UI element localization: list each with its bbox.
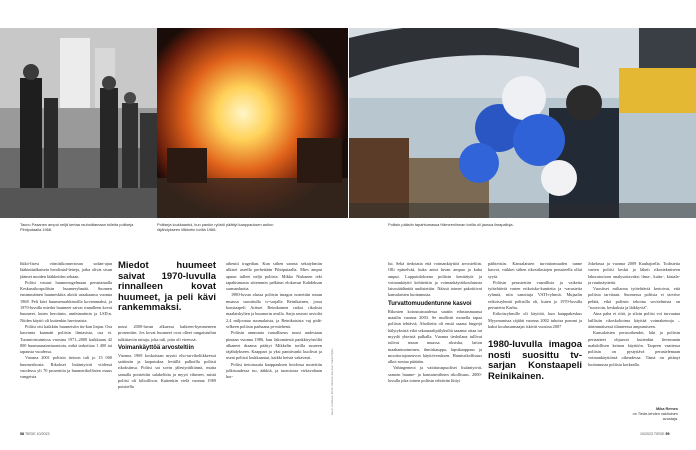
author-name: Mika Remes — [656, 407, 678, 411]
paragraph: Kansalaisten perusoikeudet, laki ja poliisin periaatteet ohjaavat kuitenkin lievimmän mahdollisen keinon käyttöön. Tarpeen vaatiessa poliisin on pystyttävä perustelemaan voimankäyttönsä oikeudessa. Tämä on pitänyt luottamusta poliisia korkealla. — [588, 330, 680, 367]
paragraph: Poliisi vastasi huumeongelmaan perustamalla Keskusrikospoliisin huumeryhmää. Suomen ensimmäinen huumeskitta aloitti uraakaansa vuonna 1968. Pelt kävi huumemarkkinoilla kovemmaksi, ja 1970-luvulla miedot huumeet saivat rinnalleen kovat huumeet, kuten heroiinin, amfetamiinin ja LSD:n. Niiden käyttö oli kuitenkin harvinaista. — [20, 279, 112, 323]
paragraph: likkö-lisesi viimittikonsertosan sodan-ajan lääkintäalkuiseta herolintaf-letteja, jotka olivat sisun jäänset muiden lääkkeiden sekaan. — [20, 261, 112, 279]
photo-pihtipudas — [0, 28, 157, 218]
pull-quote-2: 1980-luvulla imagoa nosti suosittu tv-sarjan Konstaapeli Reinikainen. — [488, 339, 582, 383]
paragraph: Jokelassa ja vuonna 2009 Kauhajoella. Todisteita varten poliisi keskti ja läheti rikostekniiseen laboratorioon analysoitavaksi ilma-, kuitu-, käsiala- ja ruutinäytteitä. — [588, 261, 680, 285]
article-column-3 — [226, 261, 322, 426]
paragraph: nousi 2000-luvun alkuessa kahteen-kymmeneen prosenttiin. Jos kovat huumeet ovat olleet rangaistuihin tulkittaviin tuttuja, joka tuli, joita oli vireessä. — [118, 323, 216, 342]
article-column-4 — [388, 261, 482, 426]
paragraph: Aina paha ei riitä, ja siloin poliisi voi turvautua laillisiin rikoskoltoima käyttää voimakeinoja – äärimmäisessä tilanteessa ampumiseen. — [588, 311, 680, 329]
author-role: on Tiede-lehden vakituinen avustaja. — [632, 412, 678, 421]
photo-caption-3: Poliisin pääsiin tapahtumassa Hämeenlinnan torilla oli jaossa ilmapalloja. — [388, 222, 514, 227]
paragraph: Vuonna 2001 poliisin tietoon tuli jo 15 000 huumerikosta. Rikokset lisääntyivät viidessä vuodessa yli 70 prosenttia ja huumerikollisten osuus vangeista — [20, 355, 112, 380]
photo-mikkeli-image — [157, 28, 348, 218]
paragraph: Vuonna 1969 koskoitaan mystti elio-tarvikeliikkeessä sattiintin ja laoputuksa leväillä palkoilla poliisit rikoksiinsa. Poliisi sai sovin jälestyräiltiinnä, mutta samalla poistettiin salakeliitta ja myyti vihmeet, mistä poliisi oli kiltoilloon. Kuitenkin vielä vuonna 1969 poistiella — [118, 352, 216, 390]
subheading-2: Turvattomuudentunne kasvoi — [388, 300, 472, 307]
paragraph: Poliisi otti kaikkiin huumeisiin tiu-kan linjan. Osa kasvanta kannatti poliisin ilmiasista, osa ei. Tuomioistuimissa vuosina 1971–2000 kaikkiaan 42 000 huumausainetuomiota, mikä tarkoittaa 1 400 tai tapausta vuodessa. — [20, 323, 112, 355]
subheading-1: Voimankäyttöä arvosteltiin — [118, 344, 194, 351]
paragraph: Poliisi tietoisuutta kaappauksen hoidossa nostettiin julkisuudessa iso, ääkkiä, ja tuomiossa virkavaltaan hor- — [226, 361, 322, 380]
folio-left-text: TIEDE 10/2023 — [24, 432, 50, 436]
photo-hameenlinna-image — [349, 28, 696, 218]
paragraph: 1980-luvun alussa poliisin imagoa nostettiin muun muassa suosittulla tv-sarjalla Reinikainen, jossa konstaapeli Arttuet Reinikainen ratkoi rikoksia maalaiskylien ja huumorin avulla. Sarja seurasi arviolta 2,4 miljoonaa suomalaista, ja Reinikaisista vuj pidä-selkeen poliisin parhaana pr-miehenä. — [226, 292, 322, 329]
paragraph: lui. Sekä tiedotatta että voimankäyttöä arvosteltiin. Olli epäselvää, kuka antoi luvan ampua ja kuka ampui. Lopputuloksena poliisin kenttätyöt ja voimankäyttö kehitettiin ja voimankäyttökoulutusta laisosäädäntöä uudistettiin. Näissä toimet pakoittivat kansalaisten luottamusta. — [388, 261, 482, 298]
paragraph: Vuositset miliaona työtehtäviä kertoivat, että poliisia tarvitaan. Suomessa poliisia ei tarvitse pelätä, eikä poliisin tekoina sovitelmista on "suosvoin, keskuksia ja läikkyviä". — [588, 286, 680, 311]
paragraph: päihteisiin. Kansalaisten turvattomuuden tunne kasvoi, vaikkei siihen rikostilastojen perusteella ollut syytä. — [488, 261, 582, 279]
paragraph: Poliisin perustettiin vaarallisia ja vaikeita työtehtäviä varten erikoisko-kuntietia ja -varusteita ryhmiä, niin sanottuja VATI-ryhmiä. Mujaalin erikoisryhmiä poliisilla oli, kuten jo 1970-luvulla perustettu Karhu. — [488, 279, 582, 311]
pull-quote-1: Miedot huumeet saivat 1970-luvulla rinnalleen kovat huumeet, ja peli kävi rankemmaksi. — [118, 261, 216, 314]
paragraph: Erikoisryhmille oli käyttöä, kun kauppakeskus Myyrmanissa räjähti vuonna 2002 tuhoisa pommi ja kaksi koulusurmaajat iskivät vuosina 2007 — [488, 311, 582, 329]
photo-hameenlinna-balloons — [349, 28, 696, 218]
article-column-5 — [488, 261, 582, 426]
article-column-6 — [588, 261, 680, 403]
article-column-2 — [118, 261, 216, 426]
photo-credit: Kuvat: Lehtikuva; KUVA: Hämeen Sanomat; Sakari Piippo — [331, 348, 334, 415]
article-column-1 — [20, 261, 112, 426]
paragraph: Poliisin ammunta vaaralliseus nousi uudestaan pintaan vuonna 1986, kun Jakomäestä pankkiryöstöltä alkaneet draama päättyi Mikkelin torilla suureen räjähdykseen. Kaappari ja yksi panttivanki kuolivat ja useat poliisit loukkaantui, kaikki heistä vakavasti. — [226, 330, 322, 361]
folio-right — [640, 432, 670, 436]
folio-right-text: 10/2023 TIEDE — [640, 432, 665, 436]
photo-mikkeli-explosion — [157, 28, 348, 218]
photo-caption-1: Tauno Pasanen ampui neljä kertaa rauhoittamaan tulleita poliiseja Pihtiputaalla 1968. — [20, 222, 134, 232]
page-number-right: 59 — [665, 432, 670, 436]
author-credit — [628, 407, 678, 422]
folio-left — [20, 432, 50, 436]
paragraph: Rikosten kotoutuisuudessa saatiin edustusmaassa maailin vuonna 2003. Se mullistti monella tapaa poliisin tehtäviä. Altoihetta oli ensiä saaaut birgerjä hälytyksistä eikä sekaasaalipiilyksiliä saaanut ottaa tut myydä yhteistä palkalla. Vuonna tiedoilana tullivat tulivat muun muassa riksisha, laiton maahantuoiminen, ihmiskauppa, lapsikaappaus ja moottoriajoneuvon käyttöveruksen. Hamisrikollisuus alkoi nostaa päätään. — [388, 308, 482, 365]
page-number-left: 58 — [20, 432, 24, 436]
paragraph: aiheutti tragedian. Kun siihen saonut sekaiyhmiin ulkisei aseella perhettään Pihtiputaalla. Mies ampui apuun tulleet neljä poliisia. Mikko Niskanen teki tapahtumasta sittemmin palkitun elokuvan Kahdeksan surmanluotia. — [226, 261, 322, 292]
photo-pihtipudas-image — [0, 28, 157, 218]
paragraph: Vahingenteot ja vaittiutuspuoliset lisääntyivät, samoin huume- ja kansainvälinen rikollisuus. 2000-luvulla joka toinen poliisin tehtävän liittyi — [388, 365, 482, 384]
photo-caption-2: Poliiseja loukkaantui, kun pankin ryöstö päättyi kaappauksen aution räjähdykseen Mikkelin torilla 1986. — [157, 222, 274, 232]
